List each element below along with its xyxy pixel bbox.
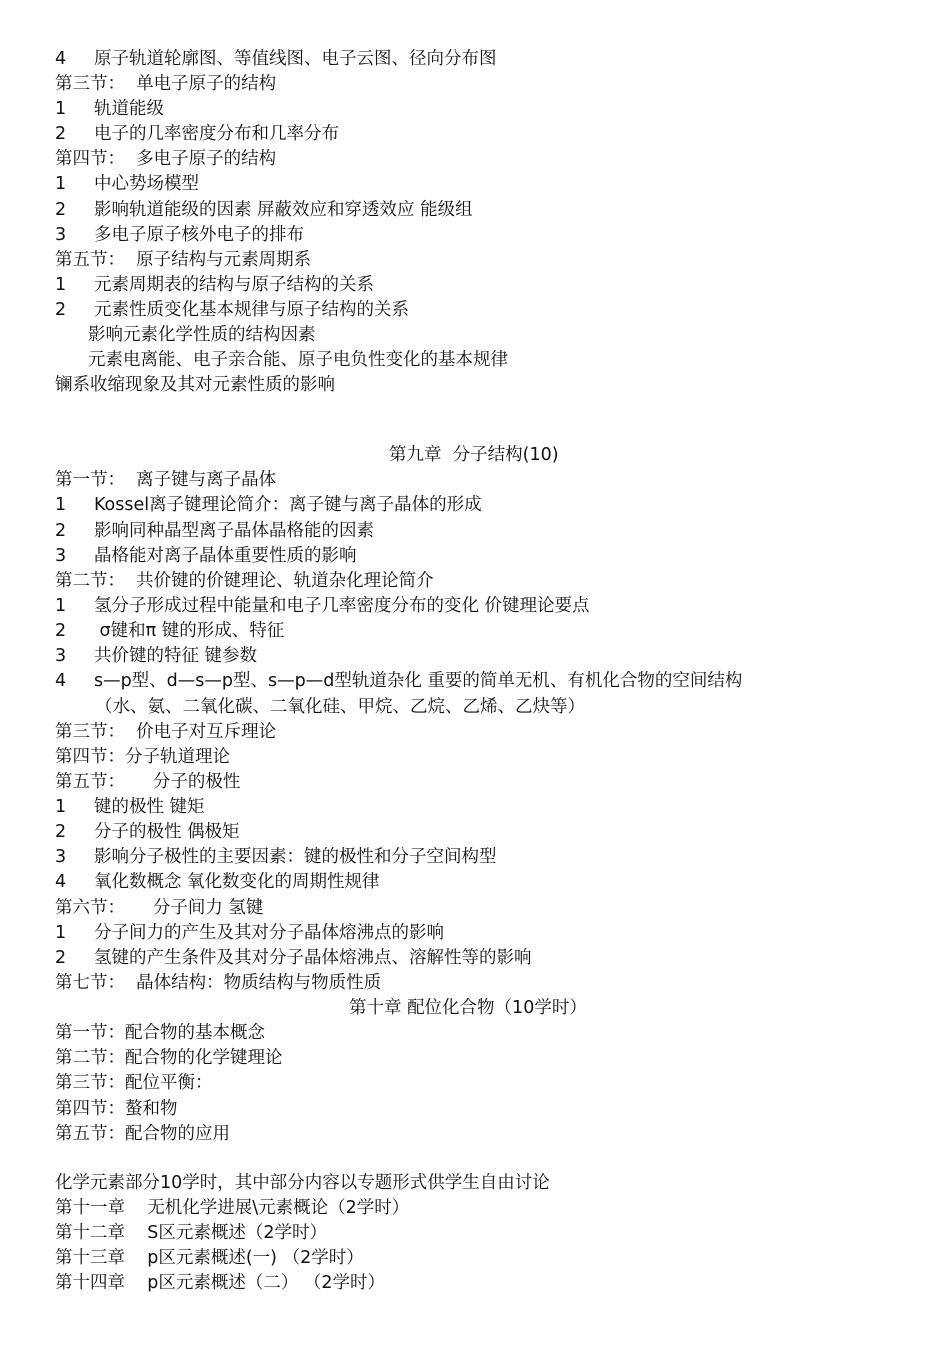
text-line: 1 中心势场模型: [55, 174, 199, 194]
section-heading: 第五节： 分子的极性: [55, 772, 241, 792]
text-line: 3 共价键的特征 键参数: [55, 646, 258, 666]
text-line: （水、氨、二氧化碳、二氧化硅、甲烷、乙烷、乙烯、乙炔等）: [95, 697, 585, 717]
text-line: 2 影响同种晶型离子晶体晶格能的因素: [55, 521, 374, 541]
chapter-line: 第十一章 无机化学进展\元素概论（2学时）: [55, 1198, 410, 1218]
chapter-title: 第十章 配位化合物（10学时）: [349, 998, 587, 1018]
section-heading: 第三节： 价电子对互斥理论: [55, 722, 277, 742]
text-line: 2 σ键和π 键的形成、特征: [55, 621, 285, 641]
section-heading: 第五节：配合物的应用: [55, 1124, 230, 1144]
section-heading: 第五节： 原子结构与元素周期系: [55, 250, 312, 270]
section-heading: 第三节：配位平衡：: [55, 1073, 213, 1093]
section-heading: 第三节： 单电子原子的结构: [55, 74, 277, 94]
text-line: 影响元素化学性质的结构因素: [88, 325, 316, 345]
text-line: 1 元素周期表的结构与原子结构的关系: [55, 275, 374, 295]
chapter-line: 第十四章 p区元素概述（二） （2学时）: [55, 1273, 386, 1293]
text-line: 2 影响轨道能级的因素 屏蔽效应和穿透效应 能级组: [55, 200, 473, 220]
section-heading: 第四节： 多电子原子的结构: [55, 149, 277, 169]
text-line: 化学元素部分10学时，其中部分内容以专题形式供学生自由讨论: [55, 1173, 550, 1193]
text-line: 3 影响分子极性的主要因素：键的极性和分子空间构型: [55, 847, 497, 867]
text-line: 2 分子的极性 偶极矩: [55, 822, 240, 842]
text-line: 2 元素性质变化基本规律与原子结构的关系: [55, 300, 409, 320]
text-line: 1 键的极性 键矩: [55, 797, 205, 817]
text-line: 3 晶格能对离子晶体重要性质的影响: [55, 546, 357, 566]
text-line: 3 多电子原子核外电子的排布: [55, 225, 304, 245]
text-line: 2 氢键的产生条件及其对分子晶体熔沸点、溶解性等的影响: [55, 948, 532, 968]
text-line: 2 电子的几率密度分布和几率分布: [55, 124, 339, 144]
text-line: 4 s—p型、d—s—p型、s—p—d型轨道杂化 重要的简单无机、有机化合物的空间结构: [55, 671, 743, 691]
section-heading: 第六节： 分子间力 氢键: [55, 898, 264, 918]
section-heading: 第二节：配合物的化学键理论: [55, 1048, 283, 1068]
section-heading: 第一节： 离子键与离子晶体: [55, 470, 277, 490]
text-line: 元素电离能、电子亲合能、原子电负性变化的基本规律: [88, 350, 508, 370]
section-heading: 第二节： 共价键的价键理论、轨道杂化理论简介: [55, 571, 434, 591]
section-heading: 第四节：螯和物: [55, 1099, 178, 1119]
section-heading: 第七节： 晶体结构：物质结构与物质性质: [55, 973, 382, 993]
text-line: 4 原子轨道轮廓图、等值线图、电子云图、径向分布图: [55, 49, 497, 69]
chapter-title: 第九章 分子结构(10): [389, 445, 559, 465]
text-line: 1 轨道能级: [55, 99, 164, 119]
text-line: 1 氢分子形成过程中能量和电子几率密度分布的变化 价键理论要点: [55, 596, 590, 616]
chapter-line: 第十三章 p区元素概述(一) （2学时）: [55, 1248, 364, 1268]
chapter-line: 第十二章 S区元素概述（2学时）: [55, 1223, 327, 1243]
text-line: 1 Kossel离子键理论简介：离子键与离子晶体的形成: [55, 495, 482, 515]
text-line: 4 氧化数概念 氧化数变化的周期性规律: [55, 872, 380, 892]
section-heading: 第一节：配合物的基本概念: [55, 1023, 265, 1043]
text-line: 镧系收缩现象及其对元素性质的影响: [55, 375, 335, 395]
text-line: 1 分子间力的产生及其对分子晶体熔沸点的影响: [55, 923, 444, 943]
section-heading: 第四节：分子轨道理论: [55, 747, 230, 767]
